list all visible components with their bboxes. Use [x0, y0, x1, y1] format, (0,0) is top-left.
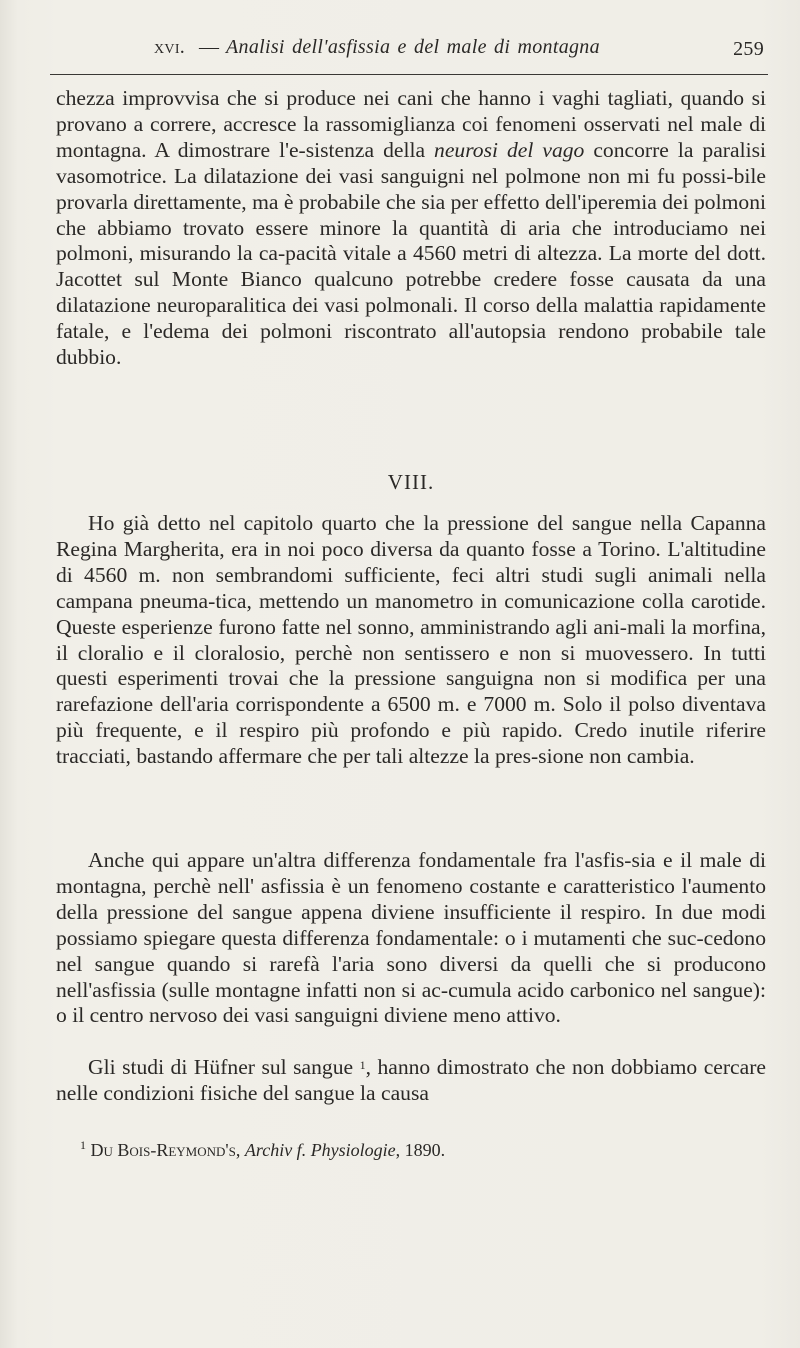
footnote-journal: Archiv f. Physiologie — [244, 1140, 396, 1160]
paragraph-1-text-a: chezza improvvisa che si produce nei cani che hanno i vaghi tagliati, quando si provano a correre, accresce la rassomiglianza coi fenomeni osservati nel male di montagna. A dimostrare l'e-sistenza della — [56, 86, 766, 162]
footnote — [80, 1140, 770, 1161]
header-rule — [50, 74, 768, 75]
footnote-separator: , — [235, 1140, 245, 1160]
paragraph-4 — [56, 1055, 766, 1107]
page-number: 259 — [733, 38, 764, 60]
footnote-year: , 1890. — [395, 1140, 446, 1160]
running-head-dash: — — [199, 36, 220, 58]
paragraph-2: Ho già detto nel capitolo quarto che la pressione del sangue nella Capanna Regina Margherita, era in noi poco diversa da quanto fosse a Torino. L'altitudine di 4560 m. non sembrandomi sufficiente, feci altri studi sugli animali nella campana pneuma-tica, mettendo un manometro in comunicazione colla carotide. Queste esperienze furono fatte nel sonno, amministrando agli ani-mali la morfina, il cloralio e il cloralosio, perchè non sentissero e non si muovessero. In tutti questi esperimenti trovai che la pressione sanguigna non si modifica per una rarefazione dell'aria corrispondente a 6500 m. e 7000 m. Solo il polso diventava più frequente, e il respiro più profondo e più rapido. Credo inutile riferire tracciati, bastando affermare che per tali altezze la pres-sione non cambia. — [56, 511, 766, 769]
paragraph-1-italic: neurosi del vago — [434, 137, 585, 162]
paragraph-4-text-a: Gli studi di Hüfner sul sangue — [88, 1055, 360, 1079]
chapter-title: Analisi dell'asfissia e del male di montagna — [226, 36, 600, 58]
chapter-number: xvi. — [154, 36, 186, 58]
footnote-mark: 1 — [80, 1138, 86, 1152]
paragraph-1 — [56, 86, 766, 371]
paragraph-4-text-b: , hanno dimostrato che non dobbiamo cercare nelle condizioni fisiche del sangue la causa — [56, 1055, 767, 1105]
running-head — [54, 34, 764, 64]
paragraph-1-text-b: concorre la paralisi vasomotrice. La dilatazione dei vasi sanguigni nel polmone non mi fu possi-bile provarla direttamente, ma è probabile che sia per effetto dell'iperemia dei polmoni che abbiamo trovato essere minore la quantità di aria che introduciamo nei polmoni, misurando la ca-pacità vitale a 4560 metri di altezza. La morte del dott. Jacottet sul Monte Bianco qualcuno potrebbe credere fosse causata da una dilatazione neuroparalitica dei vasi polmonali. Il corso della malattia rapidamente fatale, e l'edema dei polmoni riscontrato all'autopsia rendono probabile tale dubbio. — [56, 137, 766, 370]
footnote-author: Du Bois-Reymond's — [90, 1140, 236, 1160]
paragraph-3: Anche qui appare un'altra differenza fondamentale fra l'asfis-sia e il male di montagna, perchè nell' asfissia è un fenomeno costante e caratteristico l'aumento della pressione del sangue appena diviene insufficiente il respiro. In due modi possiamo spiegare questa differenza fondamentale: o i mutamenti che suc-cedono nel sangue quando si rarefà l'aria sono diversi da quelli che si producono nell'asfissia (sulle montagne infatti non si ac-cumula acido carbonico nel sangue): o il centro nervoso dei vasi sanguigni diviene meno attivo. — [56, 848, 766, 1028]
section-heading: VIII. — [387, 470, 435, 494]
footnote-reference: 1 — [359, 1058, 366, 1072]
